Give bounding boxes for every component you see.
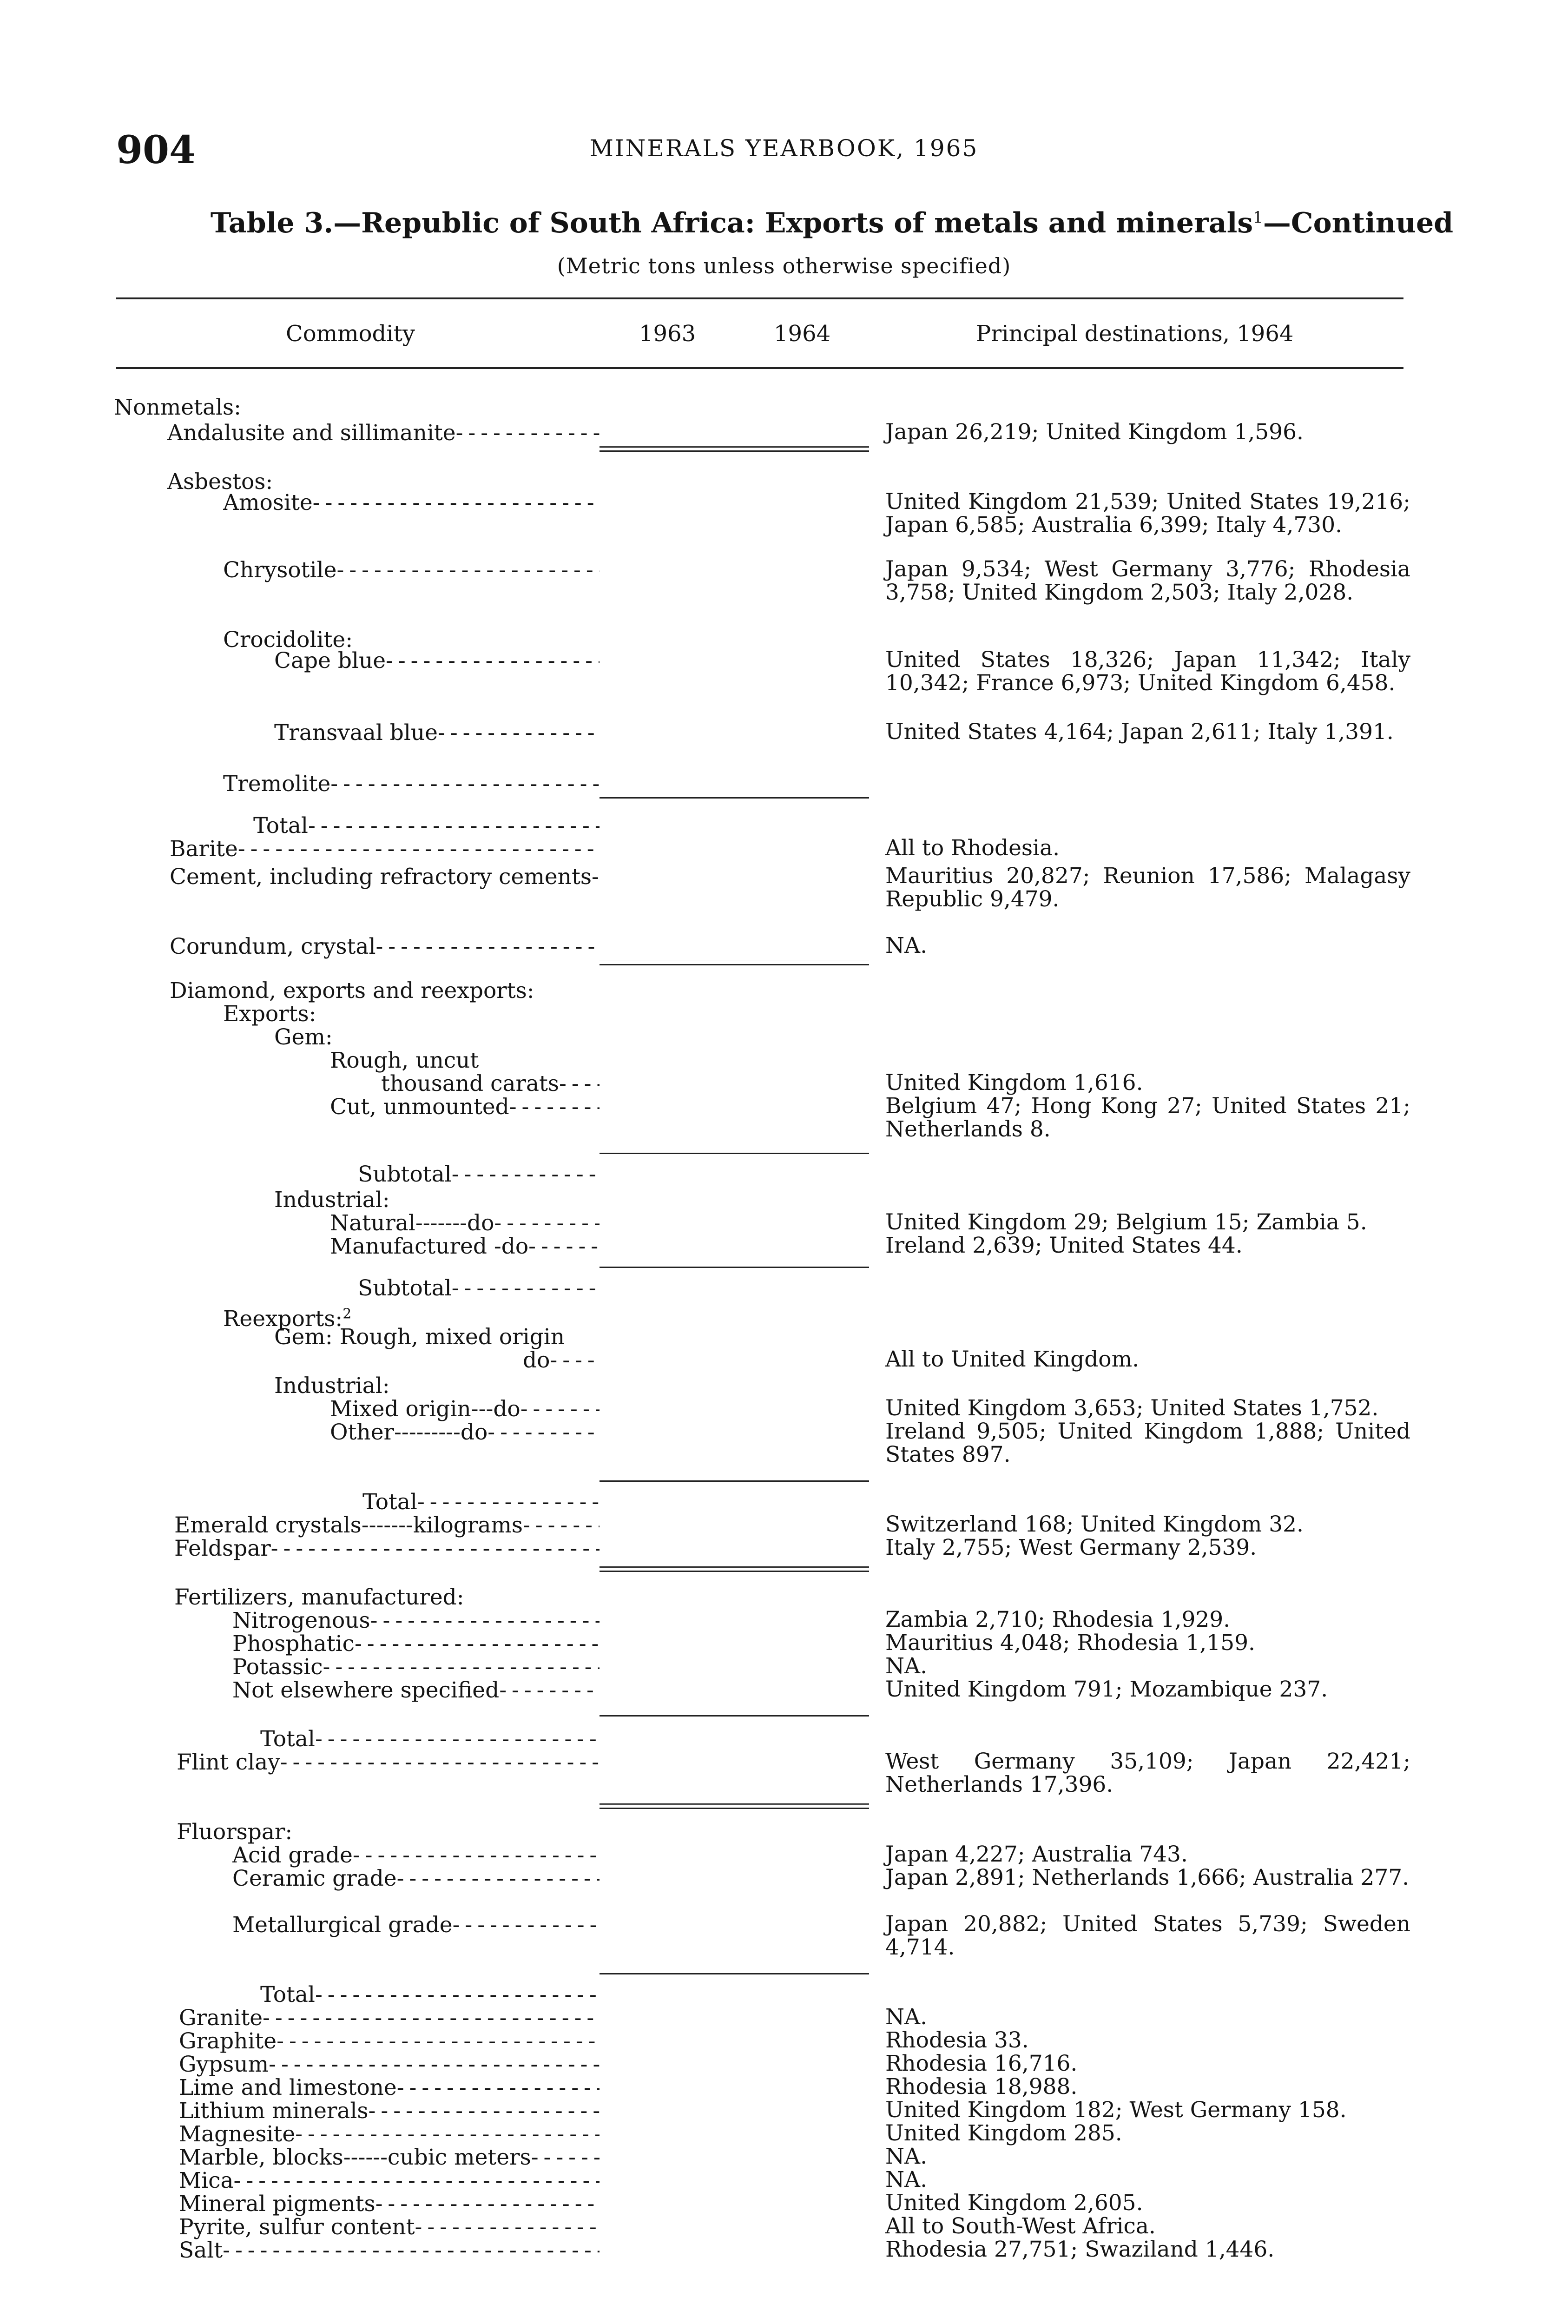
row-label-wrap [232,1866,600,1891]
title-footnote-mark: 1 [1253,208,1263,227]
commodity-label [177,1750,600,1775]
commodity-label-text: Total [253,813,308,838]
commodity-label-text: Tremolite [223,772,331,797]
destinations-text: Rhodesia 16,716. [885,2051,1078,2076]
destinations-text: United States 18,326; Japan 11,342; Italy 10,342; France 6,973; United Kingdom 6,458. [885,647,1410,696]
commodity-label [274,1188,390,1213]
row-label-wrap [232,1843,600,1868]
row-label-wrap [179,2168,600,2193]
row-label-wrap [179,2122,600,2147]
commodity-label-text: Other---------do [330,1420,488,1445]
total-rule [600,797,869,799]
destinations-text: United Kingdom 182; West Germany 158. [885,2097,1347,2123]
commodity-label [179,2006,600,2031]
commodity-label-text: Gem: [274,1025,333,1050]
row-label-wrap [179,2029,600,2054]
double-rule [600,446,869,452]
row-label-wrap [174,1513,600,1538]
destinations-text: Belgium 47; Hong Kong 27; United States 21; Netherlands 8. [885,1093,1410,1142]
commodity-label-text: Pyrite, sulfur content [179,2215,415,2240]
table-title-text: Table 3.—Republic of South Africa: Exports of metals and minerals [210,207,1253,239]
commodity-label-text: Fertilizers, manufactured: [174,1585,464,1610]
col-header-destinations: Principal destinations, 1964 [976,321,1294,347]
commodity-label [179,2238,600,2263]
destinations-text: NA. [885,933,928,958]
row-label-wrap [174,1536,600,1561]
commodity-label [274,648,600,673]
commodity-label-text: Mixed origin---do [330,1397,520,1422]
destinations-text: All to United Kingdom. [885,1347,1140,1372]
double-rule [600,1566,869,1572]
total-rule [600,1267,869,1268]
commodity-label [260,1982,600,2007]
row-label-wrap [274,1025,600,1050]
commodity-label [223,1002,316,1027]
destinations-text: West Germany 35,109; Japan 22,421; Netherlands 17,396. [885,1749,1410,1797]
commodity-label-text: Rough, uncut [330,1048,479,1073]
commodity-label-text: Total [260,1982,315,2007]
commodity-label-text: Cement, including refractory cements [170,865,592,890]
commodity-label [260,1727,600,1752]
commodity-label [274,720,600,746]
commodity-label-text: Total [260,1727,315,1752]
row-label-wrap [330,1397,600,1422]
commodity-label-text: Ceramic grade [232,1866,397,1891]
commodity-label-text: Not elsewhere specified [232,1678,500,1703]
row-label-wrap [170,934,600,959]
commodity-label-text: Reexports: [223,1306,343,1332]
row-label-wrap [358,1276,600,1301]
row-label-wrap [177,1820,600,1845]
row-label-wrap [179,2215,600,2240]
commodity-label-text: Manufactured -do [330,1234,529,1259]
commodity-label [381,1071,600,1096]
commodity-label-text: Metallurgical grade [232,1913,453,1938]
page-number: 904 [116,128,196,172]
commodity-label-text: Industrial: [274,1373,390,1399]
commodity-label-text: Barite [170,837,238,862]
commodity-label-text: Mineral pigments [179,2192,376,2217]
destinations-text: United Kingdom 3,653; United States 1,752. [885,1395,1379,1421]
row-label-wrap [177,1750,600,1775]
row-label-wrap [362,1490,600,1515]
commodity-label-text: Lithium minerals [179,2099,369,2124]
commodity-label-text: Crocidolite: [223,627,353,653]
destinations-text: Japan 26,219; United Kingdom 1,596. [885,419,1304,445]
commodity-label-text: Acid grade [232,1843,353,1868]
destinations-text: Mauritius 20,827; Reunion 17,586; Malagasy Republic 9,479. [885,863,1410,912]
commodity-label-text: Diamond, exports and reexports: [170,978,534,1004]
commodity-label-text: Exports: [223,1002,316,1027]
destinations-text: NA. [885,2004,928,2030]
row-label-wrap [174,1585,600,1610]
row-label-wrap [232,1655,600,1680]
commodity-label [232,1913,600,1938]
commodity-label-text: Potassic [232,1655,323,1680]
destinations-text: Japan 20,882; United States 5,739; Sweden 4,714. [885,1911,1410,1960]
commodity-label [177,1820,292,1845]
row-label-wrap [223,1002,600,1027]
destinations-text: Japan 9,534; West Germany 3,776; Rhodesia 3,758; United Kingdom 2,503; Italy 2,028. [885,556,1410,605]
commodity-label-text: Salt [179,2238,223,2263]
row-label-wrap [179,2006,600,2031]
commodity-label [170,978,534,1004]
table-title-suffix: —Continued [1263,207,1454,239]
destinations-text: United Kingdom 2,605. [885,2190,1143,2216]
commodity-label-text: Subtotal [358,1162,452,1187]
row-label-wrap [274,1373,600,1399]
row-label-wrap [274,720,600,746]
commodity-label [232,1608,600,1633]
commodity-label-text: Industrial: [274,1188,390,1213]
commodity-label-text: Chrysotile [223,558,337,583]
destinations-text: United Kingdom 285. [885,2120,1122,2146]
commodity-label-text: Natural-------do [330,1211,494,1236]
row-label-wrap [274,648,600,673]
commodity-label-text: Graphite [179,2029,277,2054]
commodity-label [179,2122,600,2147]
commodity-label [232,1866,600,1891]
commodity-label [179,2052,600,2077]
commodity-label [179,2215,600,2240]
row-label-wrap [232,1608,600,1633]
commodity-label [232,1631,600,1657]
row-label-wrap [223,772,600,797]
row-label-wrap [330,1420,600,1445]
commodity-label-text: Flint clay [177,1750,280,1775]
row-label-wrap [232,1913,600,1938]
row-label-wrap [170,837,600,862]
commodity-label [170,865,600,890]
row-label-wrap [167,421,600,446]
commodity-label-text: Transvaal blue [274,720,438,746]
row-label-wrap [330,1234,600,1259]
destinations-text: United States 4,164; Japan 2,611; Italy 1,391. [885,719,1394,745]
row-label-wrap [260,1982,600,2007]
destinations-text: United Kingdom 791; Mozambique 237. [885,1677,1328,1702]
row-label-wrap [260,1727,600,1752]
commodity-label-text: Total [362,1490,417,1515]
commodity-label [223,558,600,583]
col-header-1964: 1964 [774,321,831,347]
destinations-text: Rhodesia 18,988. [885,2074,1078,2100]
destinations-text: Japan 4,227; Australia 743. [885,1842,1188,1867]
commodity-label [179,2075,600,2100]
commodity-label [170,837,600,862]
destinations-text: All to South-West Africa. [885,2213,1156,2239]
commodity-label [358,1276,600,1301]
commodity-label [274,1373,390,1399]
row-label-wrap [114,395,600,420]
row-label-wrap [170,865,600,890]
row-label-wrap [523,1348,600,1373]
row-label-wrap [179,2075,600,2100]
table-subtitle: (Metric tons unless otherwise specified) [557,253,1011,278]
commodity-label-text: Fluorspar: [177,1820,293,1845]
row-label-wrap [330,1211,600,1236]
commodity-label [330,1211,600,1236]
commodity-label [179,2168,600,2193]
row-label-wrap [274,1188,600,1213]
commodity-label [170,934,600,959]
row-label-wrap [179,2192,600,2217]
row-label-wrap [232,1678,600,1703]
running-head: MINERALS YEARBOOK, 1965 [589,135,979,162]
row-label-wrap [358,1162,600,1187]
row-label-wrap [179,2238,600,2263]
total-rule [600,1480,869,1482]
destinations-text: Rhodesia 27,751; Swaziland 1,446. [885,2237,1275,2262]
commodity-label [523,1348,600,1373]
commodity-label [174,1513,600,1538]
commodity-label-text: Feldspar [174,1536,271,1561]
commodity-label-text: Marble, blocks------cubic meters [179,2145,531,2170]
commodity-label [114,395,241,420]
commodity-label-text: Corundum, crystal [170,934,376,959]
commodity-label-text: Amosite [223,490,313,515]
destinations-text: All to Rhodesia. [885,835,1060,861]
commodity-label [274,1325,565,1350]
destinations-text: Ireland 2,639; United States 44. [885,1233,1243,1258]
col-header-1963: 1963 [639,321,696,347]
commodity-label-text: Gypsum [179,2052,269,2077]
commodity-label [330,1048,479,1073]
destinations-text: United Kingdom 29; Belgium 15; Zambia 5. [885,1209,1367,1235]
destinations-text: Rhodesia 33. [885,2027,1029,2053]
commodity-label [330,1095,600,1120]
commodity-label-text: Nonmetals: [114,395,241,420]
commodity-label [358,1162,600,1187]
commodity-label-text: Mica [179,2168,234,2193]
commodity-label-text: Cut, unmounted [330,1095,509,1120]
row-label-wrap [253,813,600,838]
row-label-wrap [179,2052,600,2077]
row-label-wrap [223,558,600,583]
destinations-text: United Kingdom 1,616. [885,1070,1143,1096]
commodity-label [232,1843,600,1868]
total-rule [600,1973,869,1974]
row-label-wrap [381,1071,600,1096]
row-label-wrap [179,2099,600,2124]
commodity-label [330,1397,600,1422]
destinations-text: Italy 2,755; West Germany 2,539. [885,1535,1257,1560]
commodity-label [274,1025,333,1050]
commodity-label [179,2192,600,2217]
footnote-mark: 2 [343,1306,352,1322]
destinations-text: Zambia 2,710; Rhodesia 1,929. [885,1607,1231,1632]
double-rule [600,1803,869,1809]
row-label-wrap [330,1048,600,1073]
col-header-commodity: Commodity [286,321,415,347]
row-label-wrap [232,1631,600,1657]
total-rule [600,1153,869,1154]
commodity-label [232,1655,600,1680]
commodity-label [174,1585,464,1610]
row-label-wrap [179,2145,600,2170]
commodity-label [179,2099,600,2124]
commodity-label-text: Cape blue [274,648,386,673]
commodity-label-text: Magnesite [179,2122,296,2147]
commodity-label-text: Subtotal [358,1276,452,1301]
commodity-label [362,1490,600,1515]
double-rule [600,960,869,965]
row-label-wrap [274,1325,600,1350]
commodity-label [223,490,600,515]
destinations-text: Ireland 9,505; United Kingdom 1,888; United States 897. [885,1419,1410,1467]
commodity-label [179,2145,600,2170]
commodity-label-text: Granite [179,2006,263,2031]
commodity-label-text: thousand carats [381,1071,559,1096]
row-label-wrap [223,490,600,515]
commodity-label-text: Gem: Rough, mixed origin [274,1325,565,1350]
commodity-label [179,2029,600,2054]
destinations-text: NA. [885,2144,928,2169]
commodity-label-text: Emerald crystals-------kilograms [174,1513,523,1538]
commodity-label-text: Asbestos: [167,469,273,495]
total-rule [600,1715,869,1717]
destinations-text: Switzerland 168; United Kingdom 32. [885,1512,1304,1537]
commodity-label [167,421,600,446]
destinations-text: Japan 2,891; Netherlands 1,666; Australia 277. [885,1865,1410,1890]
destinations-text: Mauritius 4,048; Rhodesia 1,159. [885,1630,1255,1656]
row-label-wrap [330,1095,600,1120]
commodity-label-text: Andalusite and sillimanite [167,421,456,446]
destinations-text: NA. [885,1653,928,1679]
commodity-label-text: Nitrogenous [232,1608,370,1633]
commodity-label [330,1420,600,1445]
commodity-label [253,813,600,838]
commodity-label-text: Lime and limestone [179,2075,397,2100]
commodity-label [232,1678,600,1703]
commodity-label-text: Phosphatic [232,1631,355,1657]
commodity-label [330,1234,600,1259]
commodity-label [223,772,600,797]
commodity-label [174,1536,600,1561]
row-label-wrap [170,978,600,1004]
commodity-label-text: do [523,1348,550,1373]
destinations-text: United Kingdom 21,539; United States 19,216; Japan 6,585; Australia 6,399; Italy 4,730. [885,489,1410,538]
destinations-text: NA. [885,2167,928,2192]
